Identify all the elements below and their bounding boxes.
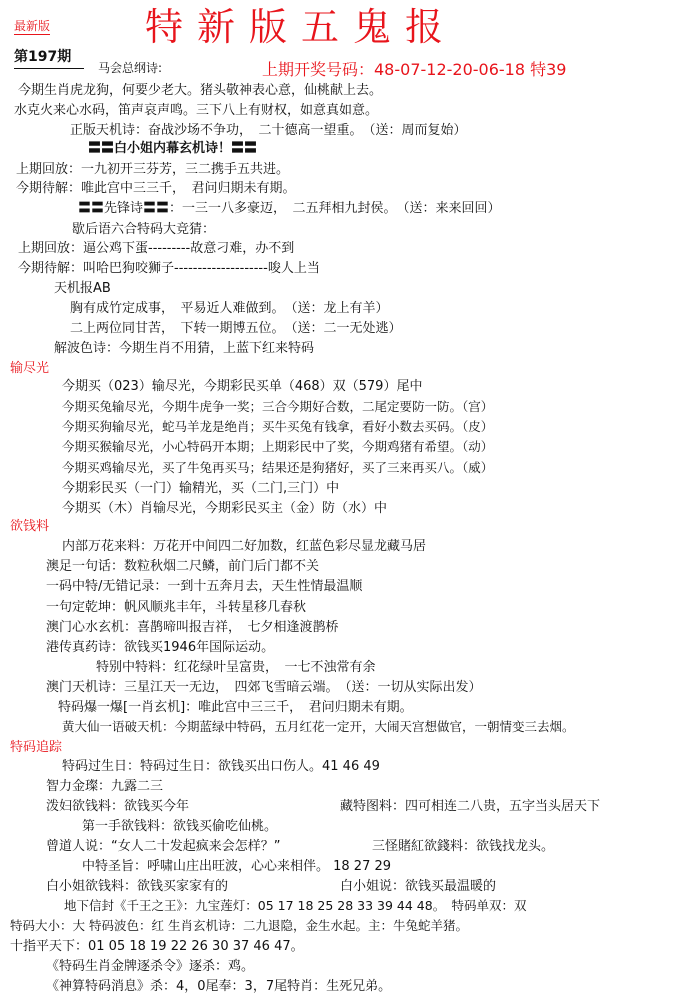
text-line: 《特码生肖金牌逐杀令》逐杀：鸡。 <box>46 959 255 974</box>
section-heading: 〓〓白小姐内幕玄机诗！〓〓 <box>88 141 258 156</box>
text-line: 今期彩民买（一门）输精光，买（二门,三门）中 <box>62 481 340 496</box>
text-line: 水克火来心水码，笛声哀声鸣。三下八上有财权，如意真如意。 <box>14 103 379 118</box>
text-line: 黄大仙一语破天机：今期蓝绿中特码，五月红花一定开，大闹天宫想做官，一朝情变三去烟。 <box>62 719 575 734</box>
text-line: 曾道人说：“女人二十发起疯来会怎样？” <box>46 839 281 854</box>
text-line: 白小姐欲钱料：欲钱买家家有的 <box>46 879 229 894</box>
text-line: 地下信封《千王之王》：九宝莲灯：05 17 18 25 28 33 39 44 48。 特码单双：双 <box>64 898 527 913</box>
text-line: 一码中特/无错记录：一到十五奔月去，天生性情最温顺 <box>46 579 363 594</box>
text-line: 《神算特码消息》杀：4，0尾奉：3，7尾特肖：生死兄弟。 <box>46 979 392 994</box>
text-line: 今期待解：唯此宫中三三千， 君问归期未有期。 <box>16 181 296 196</box>
text-line: 今期生肖虎龙狗，何要少老大。猪头敬神表心意，仙桃献上去。 <box>18 83 383 98</box>
text-line: 〓〓先锋诗〓〓：一三一八多豪迈， 二五拜相九封侯。 （送：来来回回） <box>78 201 501 216</box>
section-heading: 特码追踪 <box>10 740 63 755</box>
section-heading: 天机报AB <box>54 281 111 296</box>
text-line: 特别中特料：红花绿叶呈富贵， 一七不浊常有余 <box>96 660 376 675</box>
text-line: 特码大小：大 特码波色：红 生肖玄机诗：二九退隐，金生水起。主：牛兔蛇羊猪。 <box>10 918 468 933</box>
text-line: 今期买（023）输尽光，今期彩民买单（468）双（579）尾中 <box>62 379 423 394</box>
text-line: 上期回放：一九初开三芬芳，三二携手五共进。 <box>16 162 290 177</box>
text-line: 澳门天机诗：三星江天一无边， 四郊飞雪暗云端。 （送：一切从实际出发） <box>46 680 482 695</box>
text-line: 正版天机诗：奋战沙场不争功， 二十德高一望重。 （送：周而复始） <box>70 123 467 138</box>
page-title: 特新版五鬼报 <box>145 5 458 49</box>
text-line: 上期回放：逼公鸡下蛋---------故意刁难，办不到 <box>18 241 295 256</box>
text-line: 二上两位同甘苦， 下转一期博五位。 （送：二一无处逃） <box>70 321 402 336</box>
text-line: 特码过生日：特码过生日：欲钱买出口伤人。41 46 49 <box>62 759 380 774</box>
text-line: 第一手欲钱料：欲钱买偷吃仙桃。 <box>82 819 278 834</box>
text-line: 中特圣旨：呼啸山庄出旺波，心心来相伴。 18 27 29 <box>82 859 392 874</box>
subtitle-poem-label: 马会总纲诗: <box>98 61 163 75</box>
section-heading: 欲钱料 <box>10 519 50 534</box>
issue-underline <box>14 68 84 69</box>
text-line: 十指平天下：01 05 18 19 22 26 30 37 46 47。 <box>10 939 304 954</box>
text-line: 港传真药诗：欲钱买1946年国际运动。 <box>46 640 275 655</box>
text-line: 三怪賭紅欲錢料：欲钱找龙头。 <box>372 839 555 854</box>
last-draw-numbers: 上期开奖号码：48-07-12-20-06-18 特39 <box>262 60 567 79</box>
text-line: 今期待解：叫哈巴狗咬狮子--------------------唆人上当 <box>18 261 320 276</box>
section-heading: 歇后语六合特码大竞猜： <box>72 222 216 237</box>
text-line: 今期买（木）肖输尽光，今期彩民买主（金）防（水）中 <box>62 501 388 516</box>
text-line: 内部万花来料：万花开中间四二好加数，红蓝色彩尽显龙藏马居 <box>62 539 427 554</box>
section-heading: 输尽光 <box>10 361 50 376</box>
text-line: 澳足一句话：数粒秋烟二尺鳞，前门后门都不关 <box>46 559 320 574</box>
text-line: 藏特图料：四可相连二八贵，五字当头居天下 <box>340 799 601 814</box>
text-line: 泼妇欲钱料：欲钱买今年 <box>46 799 190 814</box>
text-line: 今期买狗输尽光，蛇马羊龙是绝肖；买牛买兔有钱拿，看好小数去买码。（皮） <box>62 419 494 434</box>
brand-label: 最新版 <box>14 19 51 33</box>
text-line: 特码爆一爆[一肖玄机]：唯此宫中三三千， 君问归期未有期。 <box>58 700 413 715</box>
text-line: 澳门心水玄机：喜鹊啼叫报吉祥， 七夕相逢渡鹊桥 <box>46 620 339 635</box>
text-line: 胸有成竹定成事， 平易近人难做到。 （送：龙上有羊） <box>70 301 389 316</box>
text-line: 今期买鸡输尽光，买了牛兔再买马；结果还是狗猪好，买了三来再买八。（威） <box>62 460 494 475</box>
issue-number: 第197期 <box>14 49 72 65</box>
text-line: 白小姐说：欲钱买最温暖的 <box>340 879 497 894</box>
text-line: 一句定乾坤：帆风顺兆丰年，斗转星移几春秋 <box>46 600 307 615</box>
text-line: 智力金璨：九露二三 <box>46 779 164 794</box>
text-line: 今期买猴输尽光，小心特码开本期；上期彩民中了奖，今期鸡猪有希望。（动） <box>62 439 494 454</box>
text-line: 今期买兔输尽光，今期牛虎争一奖；三合今期好合数，二尾定要防一防。（宫） <box>62 399 494 414</box>
text-line: 解波色诗：今期生肖不用猜，上蓝下红来特码 <box>54 341 315 356</box>
